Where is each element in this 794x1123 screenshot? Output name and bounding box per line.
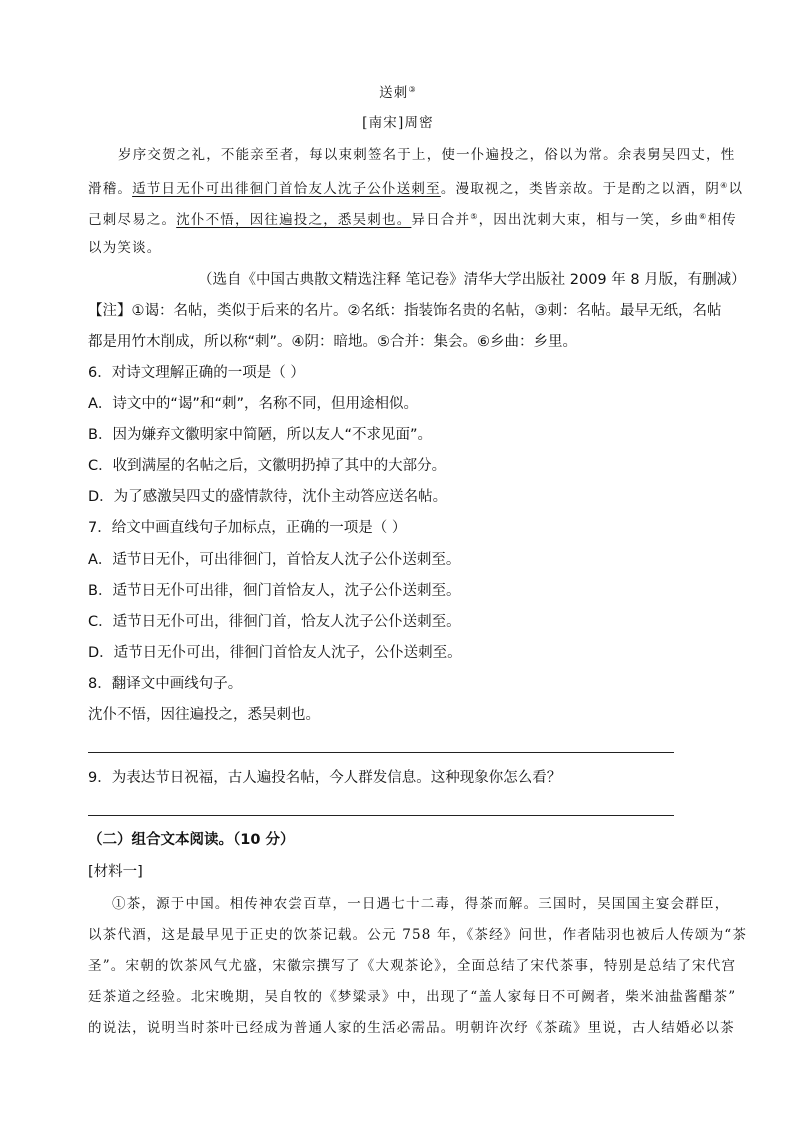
question-7-option-b: B．适节日无仆可出徘，徊门首恰友人，沈子公仆送刺至。 (88, 583, 461, 599)
section-2-heading: （二）组合文本阅读。（10 分） (88, 832, 295, 848)
underlined-sentence-1: 适节日无仆可出徘徊门首恰友人沈子公仆送刺至 (132, 181, 441, 197)
underlined-sentence-2: 沈仆不悟，因往遍投之，悉吴刺也。 (176, 212, 412, 228)
passage-title: 送刺③ (379, 85, 417, 101)
question-6-option-b: B．因为嫌弃文徽明家中简陋，所以友人“不求见面”。 (88, 427, 432, 443)
material-1-line-4: 廷茶道之经验。北宋晚期，吴自牧的《梦粱录》中，出现了“盖人家每日不可阙者，柴米油盐酱醋茶” (88, 989, 737, 1005)
material-1-line-3: 圣”。宋朝的饮茶风气尤盛，宋徽宗撰写了《大观茶论》，全面总结了宋代茶事，特别是总结了宋代宫 (88, 958, 737, 974)
material-1-line-1: ①茶，源于中国。相传神农尝百草，一日遇七十二毒，得茶而解。三国时，吴国国主宴会群臣， (112, 896, 730, 912)
note-line-2: 都是用竹木削成，所以称“刺”。④阴：暗地。⑤合并：集会。⑥乡曲：乡里。 (88, 334, 578, 350)
question-7-option-d: D．适节日无仆可出，徘徊门首恰友人沈子，公仆送刺至。 (88, 645, 462, 661)
question-8: 8．翻译文中画线句子。 (88, 676, 243, 692)
passage-author: [南宋]周密 (362, 115, 434, 131)
question-7-option-c: C．适节日无仆可出，徘徊门首，恰友人沈子公仆送刺至。 (88, 614, 461, 630)
question-9: 9．为表达节日祝福，古人遍投名帖，今人群发信息。这种现象你怎么看？ (88, 770, 562, 786)
question-8-sentence: 沈仆不悟，因往遍投之，悉吴刺也。 (88, 707, 320, 723)
note-line-1: 【注】①谒：名帖，类似于后来的名片。②名纸：指装饰名贵的名帖，③刺：名帖。最早无纸，名帖 (88, 303, 722, 319)
material-1-label: [材料一] (88, 864, 143, 880)
answer-line-9[interactable] (88, 815, 674, 816)
question-7: 7．给文中画直线句子加标点，正确的一项是（ ） (88, 520, 407, 536)
source-citation: （选自《中国古典散文精选注释 笔记卷》清华大学出版社 2009 年 8 月版，有删减） (198, 272, 746, 288)
passage-line-3: 己刺尽易之。沈仆不悟，因往遍投之，悉吴刺也。异日合并⑤，因出沈刺大束，相与一笑，乡曲⑥相传 (88, 212, 737, 228)
passage-line-2: 滑稽。适节日无仆可出徘徊门首恰友人沈子公仆送刺至。漫取视之，类皆亲故。于是酌之以酒，阴④以 (88, 181, 744, 197)
question-6-option-a: A．诗文中的“谒”和“刺”，名称不同，但用途相似。 (88, 396, 418, 412)
question-6-option-c: C．收到满屋的名帖之后，文徽明扔掉了其中的大部分。 (88, 458, 447, 474)
question-6-option-d: D．为了感激吴四丈的盛情款待，沈仆主动答应送名帖。 (88, 489, 448, 505)
passage-line-4: 以为笑谈。 (88, 240, 162, 256)
material-1-line-2: 以茶代酒，这是最早见于正史的饮茶记载。公元 758 年，《茶经》问世，作者陆羽也被后人传颂为“茶 (88, 927, 748, 943)
material-1-line-5: 的说法，说明当时茶叶已经成为普通人家的生活必需品。明朝许次纾《茶疏》里说，古人结婚必以茶 (88, 1020, 735, 1036)
question-6: 6．对诗文理解正确的一项是（ ） (88, 365, 305, 381)
question-7-option-a: A．适节日无仆，可出徘徊门，首恰友人沈子公仆送刺至。 (88, 552, 461, 568)
passage-line-1: 岁序交贺之礼，不能亲至者，每以束刺签名于上，使一仆遍投之，俗以为常。余表舅吴四丈，性 (118, 147, 736, 163)
answer-line-8[interactable] (88, 752, 674, 753)
